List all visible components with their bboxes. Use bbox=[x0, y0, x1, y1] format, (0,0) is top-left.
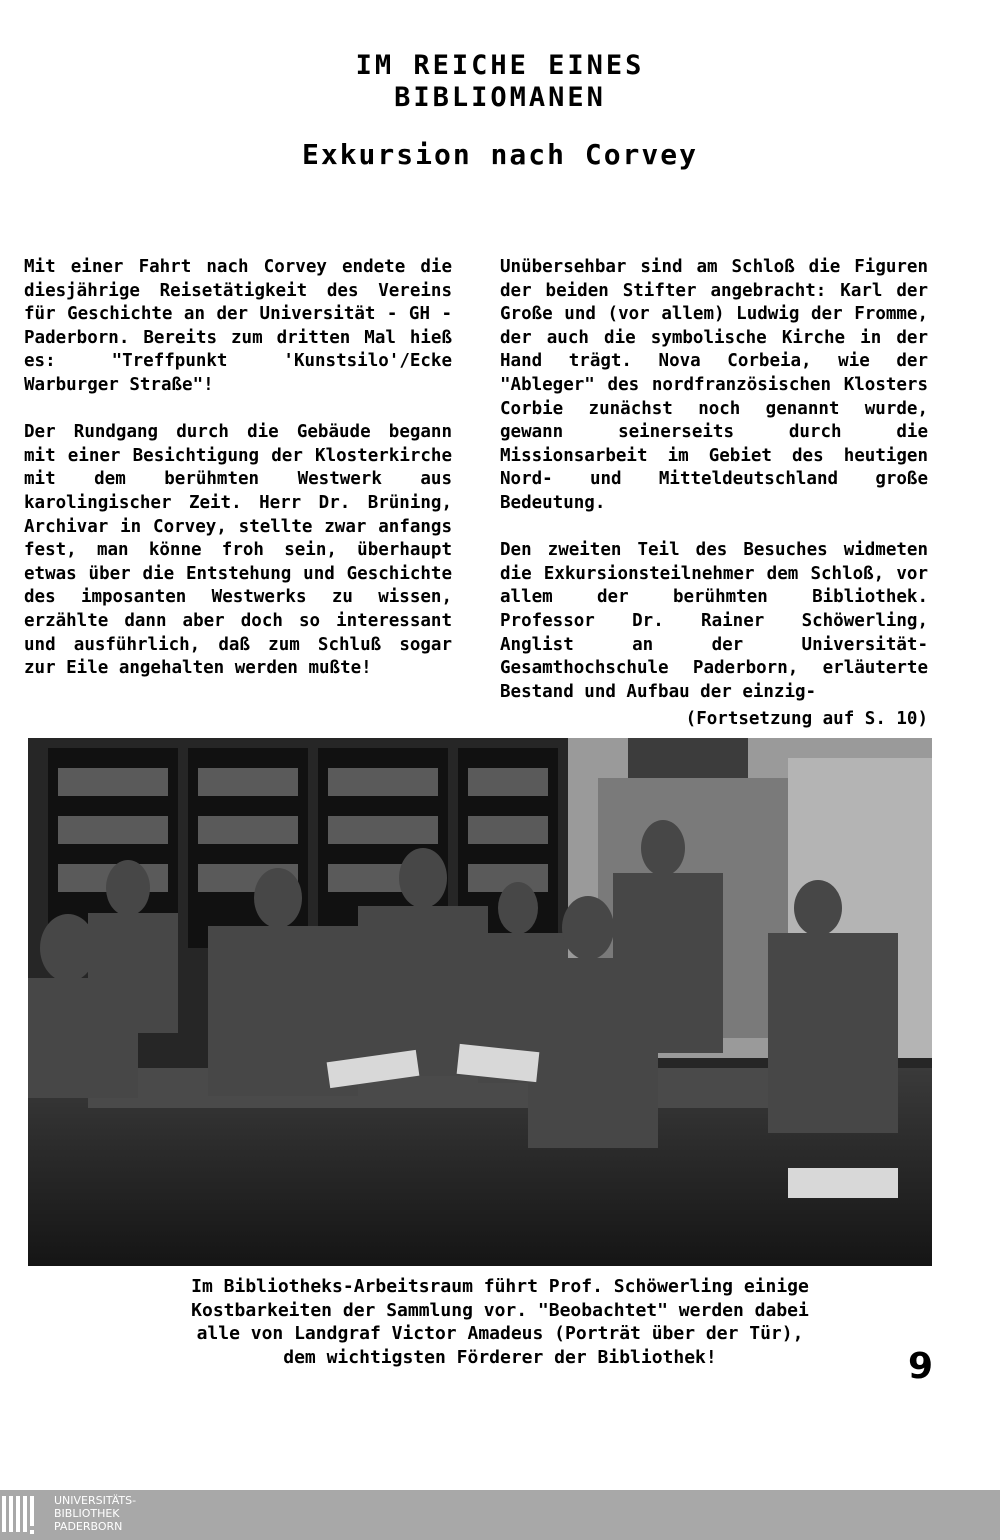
caption-line: alle von Landgraf Victor Amadeus (Porträt über der Tür), bbox=[196, 1323, 804, 1344]
library-footer-bar bbox=[0, 1490, 1000, 1540]
library-bars-icon bbox=[0, 1492, 46, 1538]
photo-caption bbox=[100, 1275, 900, 1369]
right-column bbox=[500, 256, 928, 728]
page-number: 9 bbox=[908, 1346, 934, 1387]
caption-line: dem wichtigsten Förderer der Bibliothek! bbox=[283, 1346, 717, 1368]
paragraph: Den zweiten Teil des Besuches widmeten die Exkursionsteilnehmer dem Schloß, vor allem der berühmten Bibliothek. Professor Dr. Rainer Schöwerling, Anglist an der Universität-Gesamthochschule Paderborn, erläuterte Bestand und Aufbau der einzig- bbox=[500, 540, 928, 702]
library-name-line: BIBLIOTHEK bbox=[54, 1507, 120, 1520]
article-title-line-1: IM REICHE EINES bbox=[355, 50, 645, 81]
caption-line: Kostbarkeiten der Sammlung vor. "Beobachtet" werden dabei bbox=[191, 1299, 809, 1321]
paragraph: Unübersehbar sind am Schloß die Figuren der beiden Stifter angebracht: Karl der Große und (vor allem) Ludwig der Fromme, der auch die symbolische Kirche in der Hand trägt. Nova Corbeia, wie der "Ableger" des nordfranzösischen Klosters Corbie zunächst noch genannt wurde, gewann seinerseits durch die Missionsarbeit im Gebiet des heutigen Nord- und Mitteldeutschland große Bedeutung. bbox=[500, 257, 928, 513]
article-subtitle: Exkursion nach Corvey bbox=[301, 138, 698, 171]
paragraph: Mit einer Fahrt nach Corvey endete die diesjährige Reisetätigkeit des Vereins für Geschichte an der Universität - GH - Paderborn. Bereits zum dritten Mal hieß es: "Treffpunkt 'Kunstsilo'/Ecke Warburger Straße"! bbox=[24, 257, 452, 395]
article-title-line-2: BIBLIOMANEN bbox=[394, 82, 606, 113]
continuation-note: (Fortsetzung auf S. 10) bbox=[685, 709, 928, 729]
library-group-photo bbox=[28, 738, 932, 1266]
library-name bbox=[54, 1494, 136, 1533]
photo-illustration bbox=[28, 738, 932, 1266]
paragraph: Der Rundgang durch die Gebäude begann mit einer Besichtigung der Klosterkirche mit dem berühmten Westwerk aus karolingischer Zeit. Herr Dr. Brüning, Archivar in Corvey, stellte zwar anfangs fest, man könne froh sein, überhaupt etwas über die Entstehung und Geschichte des imposanten Westwerks zu wissen, erzählte dann aber doch so interessant und ausführlich, daß zum Schluß sogar zur Eile angehalten werden mußte! bbox=[24, 422, 452, 679]
caption-line: Im Bibliotheks-Arbeitsraum führt Prof. Schöwerling einige bbox=[191, 1276, 809, 1297]
library-name-line: PADERBORN bbox=[54, 1520, 123, 1533]
left-column bbox=[24, 256, 452, 704]
library-name-line: UNIVERSITÄTS- bbox=[54, 1494, 137, 1507]
